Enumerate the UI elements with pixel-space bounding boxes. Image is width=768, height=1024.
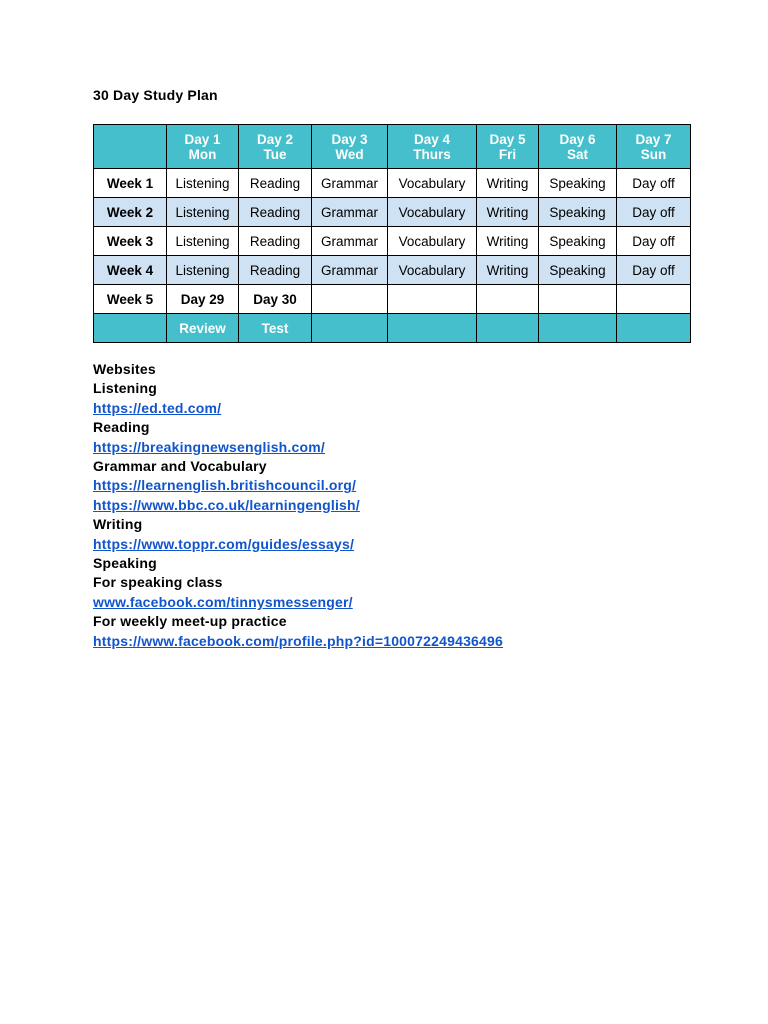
section-heading: Writing xyxy=(93,516,143,533)
header-cell xyxy=(94,125,167,169)
section-heading: For speaking class xyxy=(93,574,223,591)
table-cell: Writing xyxy=(477,198,539,227)
header-day-label: Day 6 xyxy=(559,131,596,147)
table-row xyxy=(94,227,691,256)
table-cell: Writing xyxy=(477,169,539,198)
header-day-label: Day 5 xyxy=(489,131,526,147)
table-cell: Vocabulary xyxy=(388,198,477,227)
footer-cell xyxy=(94,314,167,343)
table-row xyxy=(94,169,691,198)
header-cell xyxy=(539,125,617,169)
website-link[interactable]: https://learnenglish.britishcouncil.org/ xyxy=(93,477,357,494)
page-title: 30 Day Study Plan xyxy=(93,87,218,103)
table-row xyxy=(94,285,691,314)
section-heading: Reading xyxy=(93,419,150,436)
websites-section xyxy=(93,360,503,651)
table-cell: Reading xyxy=(239,198,312,227)
header-cell xyxy=(477,125,539,169)
website-link[interactable]: https://www.toppr.com/guides/essays/ xyxy=(93,535,355,552)
table-cell xyxy=(617,285,691,314)
header-weekday-label: Tue xyxy=(263,146,287,162)
table-cell: Vocabulary xyxy=(388,169,477,198)
header-day-label: Day 1 xyxy=(184,131,221,147)
table-cell: Listening xyxy=(167,169,239,198)
header-day-label: Day 7 xyxy=(635,131,672,147)
footer-cell: Test xyxy=(239,314,312,343)
table-cell: Listening xyxy=(167,256,239,285)
table-cell: Grammar xyxy=(312,169,388,198)
week-label-cell: Week 1 xyxy=(94,169,167,198)
table-cell: Day 30 xyxy=(239,285,312,314)
header-day-label: Day 3 xyxy=(331,131,368,147)
table-header-row xyxy=(94,125,691,169)
week-label-cell: Week 2 xyxy=(94,198,167,227)
header-weekday-label: Mon xyxy=(188,146,217,162)
header-weekday-label: Thurs xyxy=(413,146,451,162)
header-cell xyxy=(388,125,477,169)
website-link[interactable]: https://ed.ted.com/ xyxy=(93,399,222,416)
section-heading: Listening xyxy=(93,380,158,397)
table-cell xyxy=(539,285,617,314)
table-cell: Grammar xyxy=(312,256,388,285)
header-cell xyxy=(617,125,691,169)
table-cell: Day off xyxy=(617,256,691,285)
section-heading: Grammar and Vocabulary xyxy=(93,458,267,475)
header-weekday-label: Wed xyxy=(335,146,364,162)
table-cell: Day 29 xyxy=(167,285,239,314)
table-cell: Speaking xyxy=(539,227,617,256)
header-day-label: Day 2 xyxy=(256,131,294,147)
table-cell: Writing xyxy=(477,227,539,256)
header-weekday-label: Fri xyxy=(498,146,517,162)
website-link[interactable]: www.facebook.com/tinnysmessenger/ xyxy=(93,593,353,610)
section-heading: Websites xyxy=(93,361,156,377)
header-cell xyxy=(312,125,388,169)
header-cell xyxy=(239,125,312,169)
table-cell: Reading xyxy=(239,169,312,198)
footer-cell xyxy=(539,314,617,343)
table-cell: Speaking xyxy=(539,198,617,227)
table-cell: Listening xyxy=(167,227,239,256)
header-cell xyxy=(167,125,239,169)
week-label-cell: Week 4 xyxy=(94,256,167,285)
table-cell: Day off xyxy=(617,169,691,198)
footer-cell xyxy=(477,314,539,343)
section-heading: For weekly meet-up practice xyxy=(93,613,287,630)
week-label-cell: Week 3 xyxy=(94,227,167,256)
table-cell: Reading xyxy=(239,256,312,285)
website-link[interactable]: https://breakingnewsenglish.com/ xyxy=(93,438,325,455)
table-row xyxy=(94,256,691,285)
table-cell: Vocabulary xyxy=(388,256,477,285)
footer-cell xyxy=(388,314,477,343)
table-cell: Listening xyxy=(167,198,239,227)
week-label-cell: Week 5 xyxy=(94,285,167,314)
table-cell: Grammar xyxy=(312,198,388,227)
table-cell xyxy=(312,285,388,314)
table-cell: Reading xyxy=(239,227,312,256)
section-heading: Speaking xyxy=(93,555,157,572)
table-cell: Day off xyxy=(617,227,691,256)
table-cell: Day off xyxy=(617,198,691,227)
table-cell xyxy=(477,285,539,314)
footer-cell xyxy=(617,314,691,343)
website-link[interactable]: https://www.bbc.co.uk/learningenglish/ xyxy=(93,496,360,513)
table-cell: Writing xyxy=(477,256,539,285)
study-plan-table xyxy=(93,124,691,343)
table-cell xyxy=(388,285,477,314)
table-cell: Grammar xyxy=(312,227,388,256)
header-day-label: Day 4 xyxy=(413,131,451,147)
footer-cell: Review xyxy=(167,314,239,343)
website-link[interactable]: https://www.facebook.com/profile.php?id=100072249436496 xyxy=(93,632,504,649)
table-cell: Vocabulary xyxy=(388,227,477,256)
table-cell: Speaking xyxy=(539,169,617,198)
header-weekday-label: Sat xyxy=(566,146,588,162)
footer-cell xyxy=(312,314,388,343)
header-weekday-label: Sun xyxy=(640,146,667,162)
table-footer-row xyxy=(94,314,691,343)
table-cell: Speaking xyxy=(539,256,617,285)
table-row xyxy=(94,198,691,227)
